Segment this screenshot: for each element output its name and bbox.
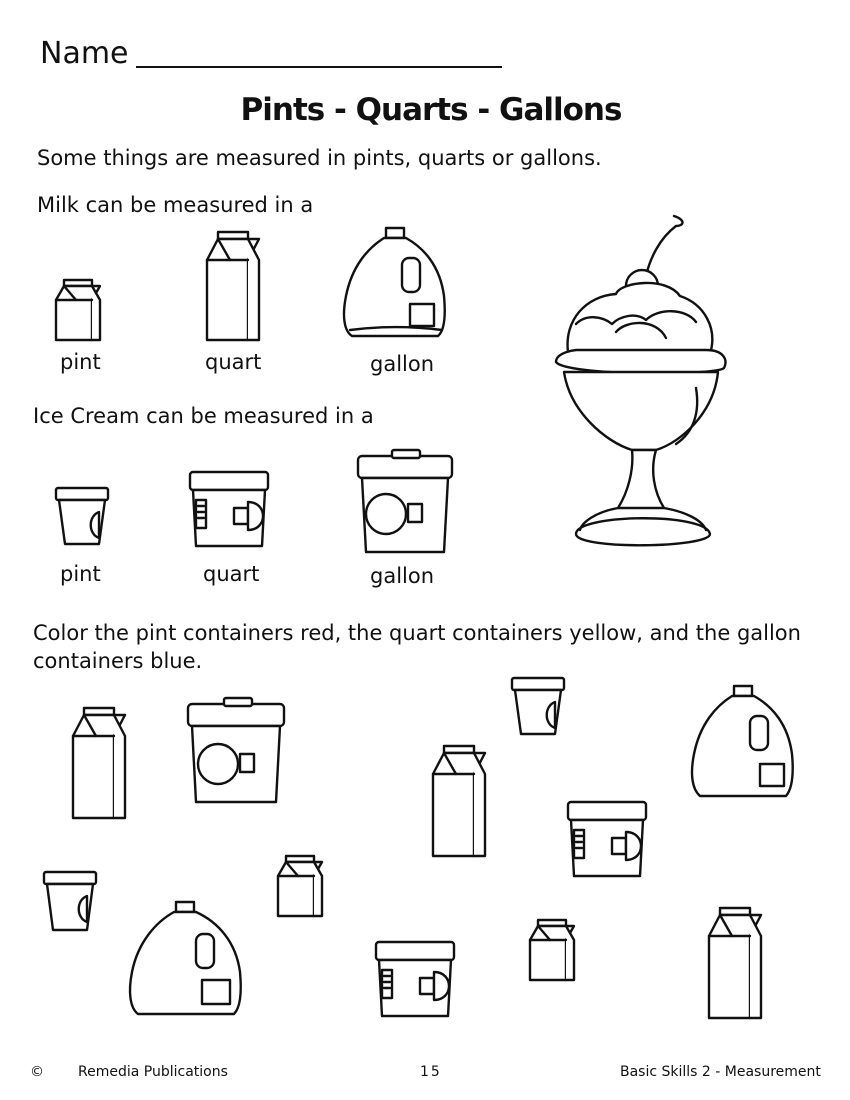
ice-cream-pint-label: pint <box>60 562 101 586</box>
copyright-symbol: © <box>30 1064 44 1080</box>
quart-milk-carton-icon[interactable] <box>430 744 492 860</box>
pint-milk-carton-icon[interactable] <box>526 918 586 986</box>
quart-milk-carton-icon[interactable] <box>70 706 132 824</box>
ice-cream-prompt: Ice Cream can be measured in a <box>33 404 374 428</box>
pint-milk-carton-icon[interactable] <box>274 854 334 922</box>
publisher-name: Remedia Publications <box>78 1064 228 1080</box>
ice-cream-sundae-icon <box>546 212 736 562</box>
milk-prompt: Milk can be measured in a <box>37 193 314 217</box>
name-answer-line[interactable] <box>136 66 502 68</box>
gallon-ice-cream-tub-icon[interactable] <box>186 694 288 806</box>
pint-milk-carton-icon <box>52 278 114 348</box>
ice-cream-gallon-label: gallon <box>370 564 435 588</box>
gallon-milk-jug-icon <box>340 226 450 342</box>
ice-cream-quart-label: quart <box>203 562 260 586</box>
intro-text: Some things are measured in pints, quarts or gallons. <box>37 146 602 170</box>
page-title: Pints - Quarts - Gallons <box>240 92 622 128</box>
milk-gallon-label: gallon <box>370 352 435 376</box>
gallon-milk-jug-icon[interactable] <box>688 684 798 802</box>
quart-ice-cream-tub-icon[interactable] <box>566 800 650 880</box>
quart-milk-carton-icon[interactable] <box>706 906 768 1024</box>
gallon-ice-cream-tub-icon <box>356 446 456 556</box>
quart-milk-carton-icon <box>204 230 266 345</box>
quart-ice-cream-tub-icon[interactable] <box>374 940 458 1020</box>
pint-ice-cream-cup-icon <box>54 486 112 548</box>
name-label: Name <box>40 36 129 71</box>
pint-ice-cream-cup-icon[interactable] <box>510 676 568 738</box>
instructions-line-2: containers blue. <box>33 649 203 673</box>
quart-ice-cream-tub-icon <box>188 470 272 550</box>
milk-quart-label: quart <box>205 350 262 374</box>
gallon-milk-jug-icon[interactable] <box>126 900 246 1020</box>
page-number: 15 <box>420 1064 442 1080</box>
milk-pint-label: pint <box>60 350 101 374</box>
book-title: Basic Skills 2 - Measurement <box>620 1064 821 1080</box>
pint-ice-cream-cup-icon[interactable] <box>42 870 100 934</box>
instructions-line-1: Color the pint containers red, the quart containers yellow, and the gallon <box>33 621 801 645</box>
